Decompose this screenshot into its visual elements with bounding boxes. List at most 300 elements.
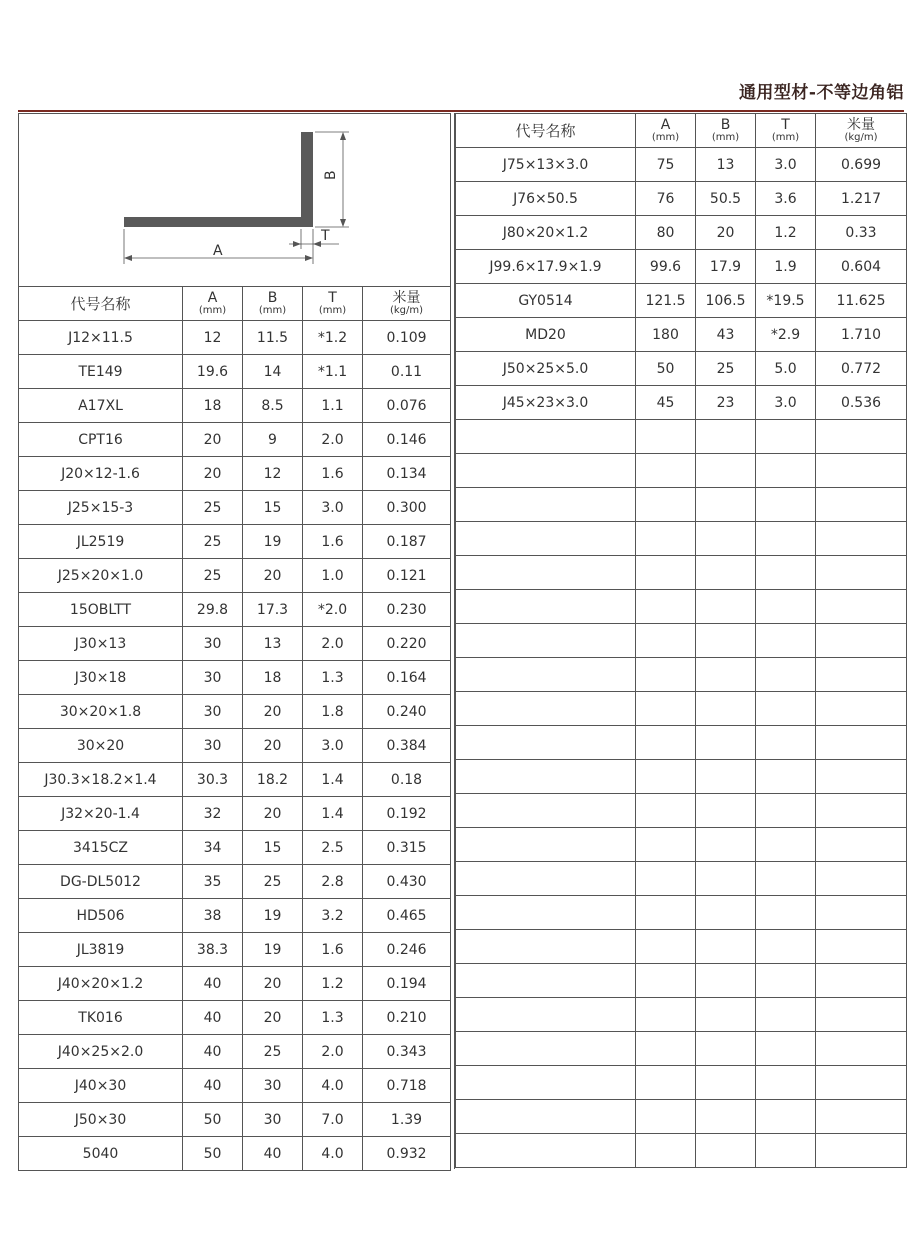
cell-b [696,964,756,998]
cell-b: 11.5 [243,321,303,355]
table-row [19,627,451,661]
cell-a: 50 [636,352,696,386]
cell-name [456,522,636,556]
right-spec-table [455,113,907,1168]
cell-t [756,896,816,930]
cell-t [756,1100,816,1134]
cell-a [636,964,696,998]
cell-a: 45 [636,386,696,420]
cell-b: 23 [696,386,756,420]
cell-b: 18 [243,661,303,695]
empty-table-row [456,760,907,794]
cell-weight: 0.187 [363,525,451,559]
cell-t [756,522,816,556]
cell-name: J25×20×1.0 [19,559,183,593]
cell-weight: 0.465 [363,899,451,933]
cell-name [456,828,636,862]
cell-b [696,1032,756,1066]
cell-name: 5040 [19,1137,183,1171]
cell-t [756,726,816,760]
cell-a: 30 [183,627,243,661]
table-row [19,729,451,763]
table-row [19,491,451,525]
cell-a [636,760,696,794]
cell-name: 30×20 [19,729,183,763]
left-table-header [19,287,451,321]
cell-b: 19 [243,525,303,559]
cell-b [696,658,756,692]
dim-b-label: B [323,170,339,180]
cell-a [636,624,696,658]
cell-a [636,1100,696,1134]
cell-weight: 1.39 [363,1103,451,1137]
table-row [19,423,451,457]
cell-t: 2.0 [303,423,363,457]
cell-b [696,726,756,760]
col-header-t: T (mm) [303,287,363,321]
table-row [19,763,451,797]
cell-a [636,454,696,488]
cell-name: MD20 [456,318,636,352]
cell-a: 34 [183,831,243,865]
cell-weight [816,896,907,930]
angle-profile-drawing [19,114,451,282]
cell-t: 3.0 [303,729,363,763]
cell-weight [816,556,907,590]
cell-weight: 0.430 [363,865,451,899]
cell-b: 20 [243,1001,303,1035]
cell-weight: 0.33 [816,216,907,250]
empty-table-row [456,1066,907,1100]
cell-a: 19.6 [183,355,243,389]
cell-name: J40×25×2.0 [19,1035,183,1069]
cell-b [696,420,756,454]
empty-table-row [456,1134,907,1168]
empty-table-row [456,794,907,828]
empty-table-row [456,726,907,760]
cell-b: 13 [696,148,756,182]
cell-name: J76×50.5 [456,182,636,216]
cell-name: 30×20×1.8 [19,695,183,729]
cell-weight [816,964,907,998]
cell-a: 18 [183,389,243,423]
cell-name: J40×20×1.2 [19,967,183,1001]
empty-table-row [456,454,907,488]
empty-table-row [456,930,907,964]
cell-t [756,658,816,692]
cell-t [756,862,816,896]
col-header-name: 代号名称 [19,287,183,321]
cell-a: 40 [183,1069,243,1103]
cell-weight: 0.772 [816,352,907,386]
cell-a [636,1134,696,1168]
cell-t: 1.6 [303,525,363,559]
cell-b [696,1100,756,1134]
cell-weight: 0.699 [816,148,907,182]
cell-name [456,488,636,522]
cell-t: 1.8 [303,695,363,729]
cell-weight [816,998,907,1032]
cell-name: TK016 [19,1001,183,1035]
cell-weight: 0.240 [363,695,451,729]
cell-b: 15 [243,491,303,525]
cell-weight: 1.217 [816,182,907,216]
cell-weight: 0.210 [363,1001,451,1035]
empty-table-row [456,488,907,522]
cell-a [636,862,696,896]
cell-weight [816,420,907,454]
cell-t [756,420,816,454]
cell-b: 40 [243,1137,303,1171]
cell-t: *1.1 [303,355,363,389]
table-row [456,182,907,216]
cell-t [756,964,816,998]
cell-t: 3.0 [756,148,816,182]
cell-a: 80 [636,216,696,250]
cell-weight: 11.625 [816,284,907,318]
cell-weight: 1.710 [816,318,907,352]
cell-weight: 0.192 [363,797,451,831]
cell-name: A17XL [19,389,183,423]
cell-weight: 0.11 [363,355,451,389]
cell-t: 2.8 [303,865,363,899]
right-table-header [456,114,907,148]
cell-name [456,1100,636,1134]
cell-name: 15OBLTT [19,593,183,627]
col-header-name: 代号名称 [456,114,636,148]
cell-t: 3.0 [303,491,363,525]
cell-name [456,1134,636,1168]
cell-t [756,760,816,794]
cell-b [696,862,756,896]
table-row [456,216,907,250]
cell-b: 30 [243,1103,303,1137]
col-header-weight: 米量 (kg/m) [363,287,451,321]
cell-a [636,1032,696,1066]
cell-a [636,420,696,454]
cell-t: 3.6 [756,182,816,216]
table-row [19,593,451,627]
table-row [456,386,907,420]
cell-name: TE149 [19,355,183,389]
cell-a: 38.3 [183,933,243,967]
cell-t: 1.2 [303,967,363,1001]
cell-b [696,488,756,522]
table-row [19,695,451,729]
table-row [456,352,907,386]
cell-a: 180 [636,318,696,352]
table-row [19,933,451,967]
table-row [19,355,451,389]
col-header-t: T (mm) [756,114,816,148]
left-table-body [19,321,451,1171]
empty-table-row [456,1100,907,1134]
title-rule [18,110,904,112]
cell-name: J30.3×18.2×1.4 [19,763,183,797]
cell-a: 29.8 [183,593,243,627]
table-row [456,284,907,318]
cell-name [456,1032,636,1066]
cell-a: 30 [183,695,243,729]
cell-a: 35 [183,865,243,899]
cell-weight [816,488,907,522]
cell-b [696,454,756,488]
cell-t [756,998,816,1032]
cell-b [696,1066,756,1100]
cell-t: 1.9 [756,250,816,284]
cell-t: 5.0 [756,352,816,386]
cell-name [456,726,636,760]
cell-weight: 0.230 [363,593,451,627]
empty-table-row [456,964,907,998]
cell-weight: 0.194 [363,967,451,1001]
cell-a [636,658,696,692]
cell-t [756,556,816,590]
cell-t: 1.4 [303,763,363,797]
cell-t: 1.6 [303,933,363,967]
empty-table-row [456,624,907,658]
cell-weight: 0.246 [363,933,451,967]
cell-t: *2.0 [303,593,363,627]
cell-name [456,590,636,624]
cell-name: J50×30 [19,1103,183,1137]
cell-t [756,930,816,964]
cell-b [696,556,756,590]
cell-b: 15 [243,831,303,865]
cell-name: DG-DL5012 [19,865,183,899]
dim-t-label: T [321,228,330,244]
table-row [19,457,451,491]
cell-name: J32×20-1.4 [19,797,183,831]
cell-b: 20 [243,559,303,593]
table-row [19,321,451,355]
cell-weight: 0.18 [363,763,451,797]
cell-weight: 0.604 [816,250,907,284]
cell-a: 32 [183,797,243,831]
empty-table-row [456,828,907,862]
cell-weight: 0.134 [363,457,451,491]
cell-name [456,998,636,1032]
cell-a: 25 [183,525,243,559]
cell-b: 12 [243,457,303,491]
cell-a: 121.5 [636,284,696,318]
cell-b [696,522,756,556]
cell-weight: 0.109 [363,321,451,355]
cell-b [696,760,756,794]
table-row [19,661,451,695]
cell-b: 19 [243,933,303,967]
cell-t [756,624,816,658]
table-row [19,559,451,593]
cell-a [636,556,696,590]
cell-weight [816,930,907,964]
cell-t: 1.0 [303,559,363,593]
cell-name: HD506 [19,899,183,933]
cell-a: 99.6 [636,250,696,284]
cell-a [636,998,696,1032]
cell-a [636,930,696,964]
cell-a: 50 [183,1137,243,1171]
cell-weight: 0.146 [363,423,451,457]
cell-t [756,828,816,862]
cell-b: 43 [696,318,756,352]
cell-name: J12×11.5 [19,321,183,355]
cell-t: 2.0 [303,627,363,661]
col-header-b: B (mm) [243,287,303,321]
empty-table-row [456,420,907,454]
cell-t: 1.6 [303,457,363,491]
cell-a: 38 [183,899,243,933]
empty-table-row [456,658,907,692]
cell-name: GY0514 [456,284,636,318]
cell-t: 4.0 [303,1069,363,1103]
cell-name: J30×18 [19,661,183,695]
cell-t [756,1066,816,1100]
cell-weight: 0.315 [363,831,451,865]
empty-table-row [456,998,907,1032]
col-header-b: B (mm) [696,114,756,148]
page-title: 通用型材-不等边角铝 [738,83,904,103]
cell-a: 30.3 [183,763,243,797]
cell-weight [816,692,907,726]
cell-a [636,1066,696,1100]
cell-b: 20 [243,729,303,763]
cell-weight [816,454,907,488]
cell-t: 1.2 [756,216,816,250]
cell-t [756,692,816,726]
cell-weight [816,794,907,828]
cell-a: 75 [636,148,696,182]
cell-weight [816,726,907,760]
cell-weight [816,522,907,556]
table-row [19,899,451,933]
cell-name [456,930,636,964]
cell-b: 17.3 [243,593,303,627]
cell-name: CPT16 [19,423,183,457]
cell-name [456,964,636,998]
cell-weight: 0.121 [363,559,451,593]
cell-t: 1.4 [303,797,363,831]
table-row [19,1035,451,1069]
cell-b: 14 [243,355,303,389]
cell-weight [816,590,907,624]
cell-a: 25 [183,559,243,593]
cell-b: 20 [243,797,303,831]
cell-b: 20 [696,216,756,250]
cell-t: *1.2 [303,321,363,355]
cell-t [756,488,816,522]
empty-table-row [456,522,907,556]
cell-b: 8.5 [243,389,303,423]
cell-name [456,420,636,454]
cell-t [756,590,816,624]
cell-weight [816,862,907,896]
cell-a: 40 [183,967,243,1001]
cell-a [636,692,696,726]
cell-name: J99.6×17.9×1.9 [456,250,636,284]
cell-name [456,862,636,896]
dim-a-label: A [213,243,223,259]
cell-b [696,590,756,624]
cell-t: 2.0 [303,1035,363,1069]
cell-weight [816,1066,907,1100]
cell-b: 50.5 [696,182,756,216]
cell-weight: 0.718 [363,1069,451,1103]
cell-name: J25×15-3 [19,491,183,525]
cell-name: J75×13×3.0 [456,148,636,182]
cell-b [696,998,756,1032]
cell-name [456,624,636,658]
cell-name [456,658,636,692]
cell-a: 40 [183,1035,243,1069]
cell-name [456,760,636,794]
table-row [19,1069,451,1103]
cell-weight: 0.300 [363,491,451,525]
empty-table-row [456,556,907,590]
cell-a: 40 [183,1001,243,1035]
cell-b [696,930,756,964]
table-row [456,250,907,284]
cell-name: JL2519 [19,525,183,559]
cell-name [456,556,636,590]
cell-a: 20 [183,457,243,491]
angle-profile-shape [124,132,313,227]
cell-b: 25 [243,1035,303,1069]
cell-t: 1.3 [303,661,363,695]
cell-t: 2.5 [303,831,363,865]
empty-table-row [456,590,907,624]
cell-a [636,590,696,624]
cell-t: 3.0 [756,386,816,420]
cell-a [636,828,696,862]
cell-b: 30 [243,1069,303,1103]
cell-t: 3.2 [303,899,363,933]
col-header-a: A (mm) [183,287,243,321]
cell-a: 12 [183,321,243,355]
table-row [19,525,451,559]
cell-b: 13 [243,627,303,661]
cell-name: J20×12-1.6 [19,457,183,491]
cell-a: 20 [183,423,243,457]
right-table-body [456,148,907,1168]
col-header-weight: 米量 (kg/m) [816,114,907,148]
cell-b: 19 [243,899,303,933]
cell-weight [816,1032,907,1066]
table-row [19,831,451,865]
cell-b: 18.2 [243,763,303,797]
cell-a: 50 [183,1103,243,1137]
cell-a: 76 [636,182,696,216]
table-row [19,797,451,831]
cell-weight [816,760,907,794]
cell-weight: 0.536 [816,386,907,420]
cell-b: 9 [243,423,303,457]
cell-a [636,488,696,522]
cell-b [696,794,756,828]
cell-weight: 0.932 [363,1137,451,1171]
cell-t [756,1032,816,1066]
cell-b [696,692,756,726]
cell-b [696,828,756,862]
cell-b: 25 [696,352,756,386]
table-row [19,865,451,899]
cell-b: 20 [243,967,303,1001]
cell-t [756,794,816,828]
cell-name [456,1066,636,1100]
cell-t: 1.3 [303,1001,363,1035]
cell-b [696,896,756,930]
cell-weight: 0.164 [363,661,451,695]
